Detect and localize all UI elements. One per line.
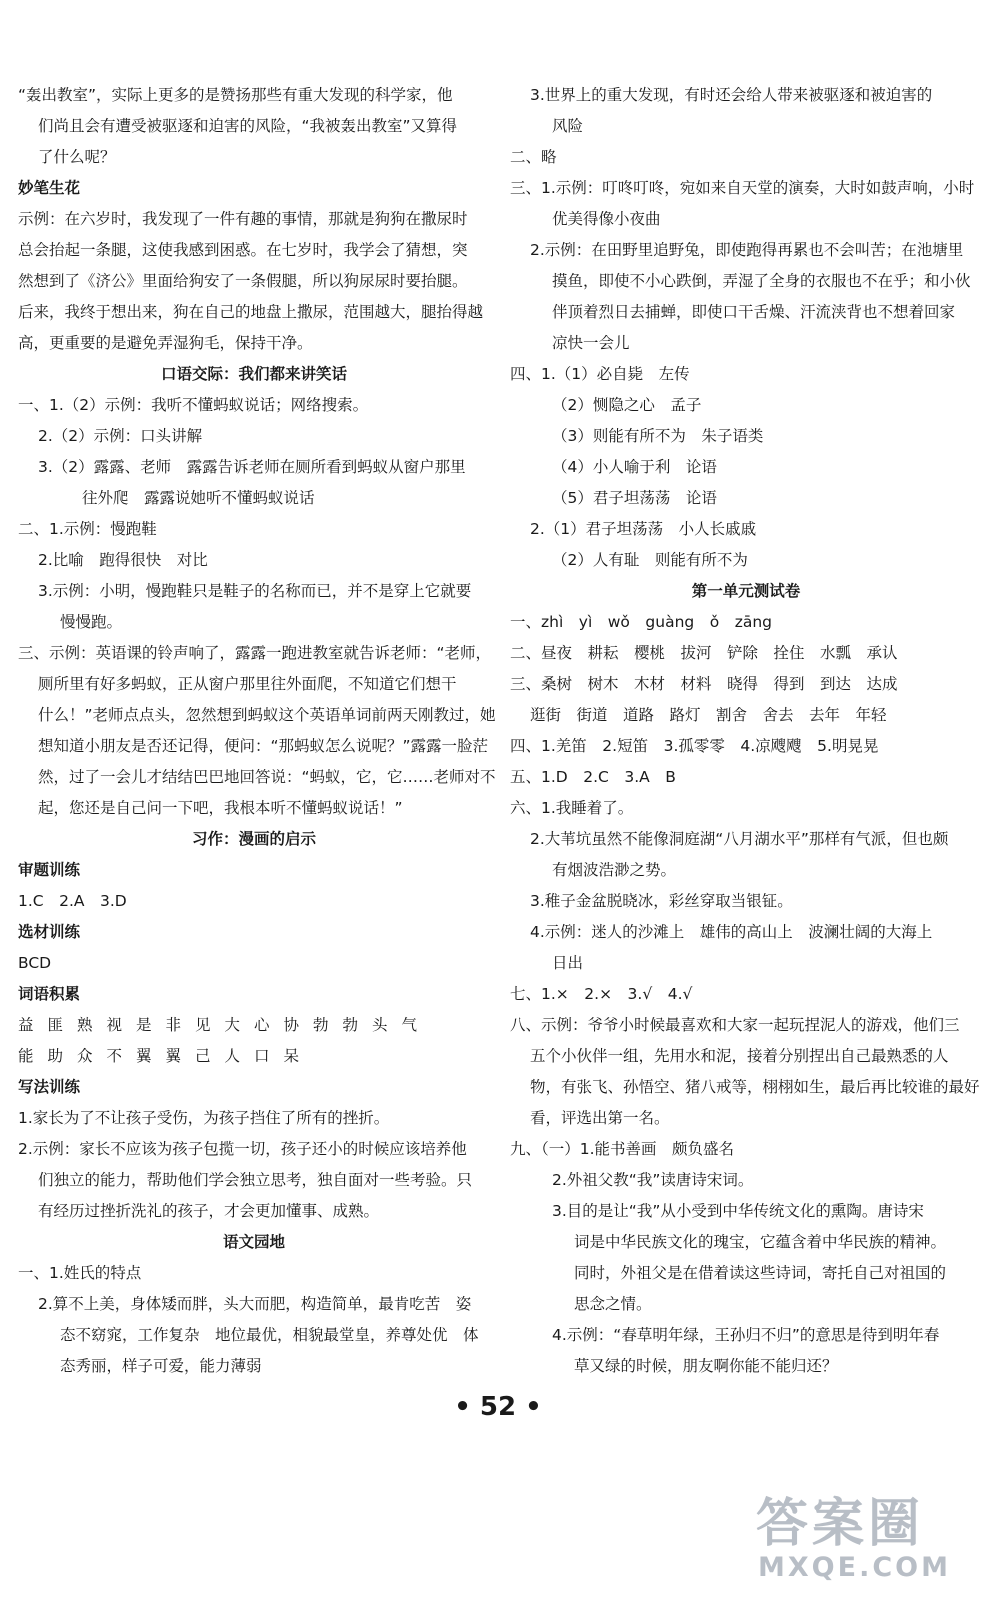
answer-line: 想知道小朋友是否还记得，便问：“那蚂蚁怎么说呢？”露露一脸茫 xyxy=(38,737,489,755)
answer-line: 2.比喻 跑得很快 对比 xyxy=(38,551,208,569)
subsection-label: 词语积累 xyxy=(18,985,81,1003)
left-column xyxy=(18,80,496,1382)
answer-line: 看，评选出第一名。 xyxy=(530,1109,670,1127)
watermark-url: MXQE.COM xyxy=(758,1552,951,1583)
answer-line: 五个小伙伴一组，先用水和泥，接着分别捏出自己最熟悉的人 xyxy=(530,1047,949,1065)
answer-line: （4）小人喻于利 论语 xyxy=(552,458,717,476)
answer-line: 思念之情。 xyxy=(574,1295,652,1313)
answer-line: 优美得像小夜曲 xyxy=(552,210,661,228)
answer-line: 高，更重要的是避免弄湿狗毛，保持干净。 xyxy=(18,334,313,352)
answer-line: 四、1.（1）必自毙 左传 xyxy=(510,365,690,383)
answer-line: 2.算不上美，身体矮而胖，头大而肥，构造简单，最肯吃苦 姿 xyxy=(38,1295,472,1313)
answer-line: 三、1.示例：叮咚叮咚，宛如来自天堂的演奏，大时如鼓声响，小时 xyxy=(510,179,975,197)
answer-line: 然，过了一会儿才结结巴巴地回答说：“蚂蚁，它，它……老师对不 xyxy=(38,768,496,786)
answer-line: 2.（1）君子坦荡荡 小人长戚戚 xyxy=(530,520,757,538)
answer-line: BCD xyxy=(18,954,52,972)
answer-line: “轰出教室”，实际上更多的是赞扬那些有重大发现的科学家，他 xyxy=(18,86,453,104)
answer-line: 凉快一会儿 xyxy=(552,334,630,352)
subsection-label: 选材训练 xyxy=(18,923,81,941)
answer-line: 益匪熟视是非见大心协勃勃头气 xyxy=(18,1016,432,1034)
answer-line: 总会抬起一条腿，这使我感到困惑。在七岁时，我学会了猜想，突 xyxy=(18,241,468,259)
answer-line: 五、1.D 2.C 3.A B xyxy=(510,768,676,786)
answer-line: 3.示例：小明，慢跑鞋只是鞋子的名称而已，并不是穿上它就要 xyxy=(38,582,472,600)
section-heading: 习作：漫画的启示 xyxy=(191,830,316,848)
subsection-label: 写法训练 xyxy=(18,1078,81,1096)
answer-line: 4.示例：迷人的沙滩上 雄伟的高山上 波澜壮阔的大海上 xyxy=(530,923,933,941)
answer-line: 们独立的能力，帮助他们学会独立思考，独自面对一些考验。只 xyxy=(38,1171,473,1189)
answer-line: 九、（一）1.能书善画 颇负盛名 xyxy=(510,1140,735,1158)
subsection-label: 审题训练 xyxy=(18,861,81,879)
answer-line: 态秀丽，样子可爱，能力薄弱 xyxy=(60,1357,262,1375)
answer-line: 同时，外祖父是在借着读这些诗词，寄托自己对祖国的 xyxy=(574,1264,947,1282)
answer-line: （3）则能有所不为 朱子语类 xyxy=(552,427,764,445)
site-watermark xyxy=(756,1496,988,1592)
answer-line: 三、示例：英语课的铃声响了，露露一跑进教室就告诉老师：“老师， xyxy=(18,644,492,662)
answer-line: 一、1.姓氏的特点 xyxy=(18,1264,142,1282)
answer-line: 词是中华民族文化的瑰宝，它蕴含着中华民族的精神。 xyxy=(574,1233,947,1251)
answer-line: 2.大苇坑虽然不能像洞庭湖“八月湖水平”那样有气派，但也颇 xyxy=(530,830,949,848)
answer-line: （2）人有耻 则能有所不为 xyxy=(552,551,748,569)
answer-line: 1.C 2.A 3.D xyxy=(18,892,127,910)
page-number: • 52 • xyxy=(454,1392,542,1422)
answer-line: 然想到了《济公》里面给狗安了一条假腿，所以狗尿尿时要抬腿。 xyxy=(18,272,468,290)
answer-line: 一、zhì yì wǒ guàng ǒ zāng xyxy=(510,613,773,631)
answer-line: 态不窈窕，工作复杂 地位最优，相貌最堂皇，养尊处优 体 xyxy=(60,1326,479,1344)
answer-line: 一、1.（2）示例：我听不懂蚂蚁说话；网络搜索。 xyxy=(18,396,369,414)
answer-line: 往外爬 露露说她听不懂蚂蚁说话 xyxy=(82,489,315,507)
right-column xyxy=(510,80,982,1382)
answer-line: 2.示例：家长不应该为孩子包揽一切，孩子还小的时候应该培养他 xyxy=(18,1140,467,1158)
answer-line: 风险 xyxy=(552,117,584,135)
answer-line: 什么！”老师点点头，忽然想到蚂蚁这个英语单词前两天刚教过，她 xyxy=(38,706,496,724)
answer-line: 起，您还是自己问一下吧，我根本听不懂蚂蚁说话！” xyxy=(38,799,403,817)
answer-line: 了什么呢？ xyxy=(38,148,116,166)
subsection-label: 妙笔生花 xyxy=(18,179,81,197)
answer-line: （5）君子坦荡荡 论语 xyxy=(552,489,717,507)
answer-line: 有烟波浩渺之势。 xyxy=(552,861,677,879)
answer-line: 草又绿的时候，朋友啊你能不能归还？ xyxy=(574,1357,838,1375)
section-heading: 第一单元测试卷 xyxy=(691,582,801,600)
answer-line: 摸鱼，即使不小心跌倒，弄湿了全身的衣服也不在乎；和小伙 xyxy=(552,272,971,290)
answer-line: 二、昼夜 耕耘 樱桃 拔河 铲除 拴住 水瓢 承认 xyxy=(510,644,898,662)
answer-line: 1.家长为了不让孩子受伤，为孩子挡住了所有的挫折。 xyxy=(18,1109,390,1127)
answer-line: 逛街 街道 道路 路灯 割舍 舍去 去年 年轻 xyxy=(530,706,887,724)
answer-line: （2）恻隐之心 孟子 xyxy=(552,396,702,414)
answer-line: 4.示例：“春草明年绿，王孙归不归”的意思是待到明年春 xyxy=(552,1326,940,1344)
answer-line: 示例：在六岁时，我发现了一件有趣的事情，那就是狗狗在撒尿时 xyxy=(18,210,468,228)
answer-line: 慢慢跑。 xyxy=(60,613,123,631)
section-heading: 语文园地 xyxy=(222,1233,285,1251)
answer-line: 2.（2）示例：口头讲解 xyxy=(38,427,203,445)
answer-line: 物，有张飞、孙悟空、猪八戒等，栩栩如生，最后再比较谁的最好 xyxy=(530,1078,980,1096)
watermark-logo-text: 答案圈 xyxy=(756,1494,925,1554)
answer-line: 伴顶着烈日去捕蝉，即使口干舌燥、汗流浃背也不想着回家 xyxy=(552,303,956,321)
answer-line: 六、1.我睡着了。 xyxy=(510,799,634,817)
answer-line: 能助众不翼翼己人口呆 xyxy=(18,1047,314,1065)
answer-line: 四、1.羌笛 2.短笛 3.孤零零 4.凉飕飕 5.明晃晃 xyxy=(510,737,879,755)
answer-line: 厕所里有好多蚂蚁，正从窗户那里往外面爬，不知道它们想干 xyxy=(38,675,457,693)
answer-line: 有经历过挫折洗礼的孩子，才会更加懂事、成熟。 xyxy=(38,1202,380,1220)
answer-line: 后来，我终于想出来，狗在自己的地盘上撒尿，范围越大，腿抬得越 xyxy=(18,303,484,321)
answer-line: 3.目的是让“我”从小受到中华传统文化的熏陶。唐诗宋 xyxy=(552,1202,924,1220)
answer-line: 日出 xyxy=(552,954,584,972)
answer-line: 七、1.× 2.× 3.√ 4.√ xyxy=(510,985,693,1003)
answer-line: 2.示例：在田野里追野兔，即使跑得再累也不会叫苦；在池塘里 xyxy=(530,241,964,259)
answer-line: 3.稚子金盆脱晓冰，彩丝穿取当银钲。 xyxy=(530,892,793,910)
answer-line: 们尚且会有遭受被驱逐和迫害的风险，“我被轰出教室”又算得 xyxy=(38,117,458,135)
section-heading: 口语交际：我们都来讲笑话 xyxy=(160,365,347,383)
answer-line: 二、略 xyxy=(510,148,557,166)
answer-line: 3.世界上的重大发现，有时还会给人带来被驱逐和被迫害的 xyxy=(530,86,933,104)
answer-line: 八、示例：爷爷小时候最喜欢和大家一起玩捏泥人的游戏，他们三 xyxy=(510,1016,960,1034)
answer-line: 2.外祖父教“我”读唐诗宋词。 xyxy=(552,1171,754,1189)
answer-line: 三、桑树 树木 木材 材料 晓得 得到 到达 达成 xyxy=(510,675,898,693)
answer-line: 二、1.示例：慢跑鞋 xyxy=(18,520,157,538)
answer-line: 3.（2）露露、老师 露露告诉老师在厕所看到蚂蚁从窗户那里 xyxy=(38,458,466,476)
